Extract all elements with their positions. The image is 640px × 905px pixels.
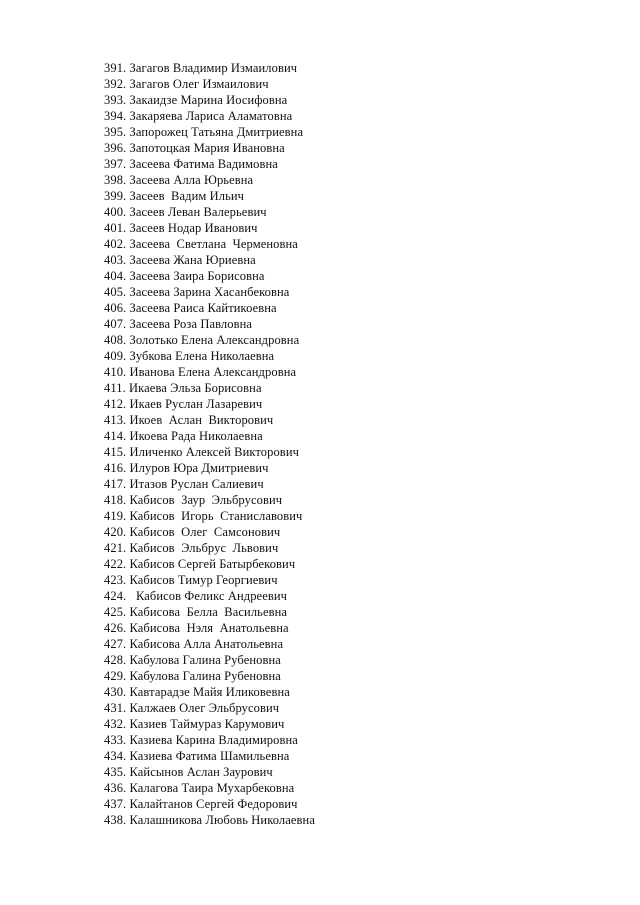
list-item: 404. Засеева Заира Борисовна [104,269,265,283]
list-item: 415. Иличенко Алексей Викторович [104,445,299,459]
list-item: 395. Запорожец Татьяна Дмитриевна [104,125,304,139]
list-item: 397. Засеева Фатима Вадимовна [104,157,278,171]
list-item: 410. Иванова Елена Александровна [104,365,297,379]
list-item: 394. Закаряева Лариса Аламатовна [104,109,293,123]
list-item: 401. Засеев Нодар Иванович [104,221,258,235]
list-item: 433. Казиева Карина Владимировна [104,733,298,747]
list-item: 408. Золотько Елена Александровна [104,333,300,347]
list-item: 416. Илуров Юра Дмитриевич [104,461,269,475]
list-item: 436. Калагова Таира Мухарбековна [104,781,295,795]
list-item: 435. Кайсынов Аслан Заурович [104,765,273,779]
name-list [104,60,315,828]
list-item: 429. Кабулова Галина Рубеновна [104,669,281,683]
list-item: 399. Засеев Вадим Ильич [104,189,245,203]
list-item: 409. Зубкова Елена Николаевна [104,349,275,363]
list-item: 406. Засеева Раиса Кайтикоевна [104,301,277,315]
list-item: 391. Загагов Владимир Измаилович [104,61,298,75]
list-item: 438. Калашникова Любовь Николаевна [104,813,315,827]
list-item: 417. Итазов Руслан Салиевич [104,477,264,491]
list-item: 426. Кабисова Нэля Анатольевна [104,621,289,635]
list-item: 427. Кабисова Алла Анатольевна [104,637,284,651]
list-item: 407. Засеева Роза Павловна [104,317,253,331]
list-item: 418. Кабисов Заур Эльбрусович [104,493,283,507]
list-item: 392. Загагов Олег Измаилович [104,77,269,91]
list-item: 398. Засеева Алла Юрьевна [104,173,254,187]
list-item: 396. Запотоцкая Мария Ивановна [104,141,285,155]
list-item: 402. Засеева Светлана Черменовна [104,237,298,251]
list-item: 420. Кабисов Олег Самсонович [104,525,281,539]
list-item: 405. Засеева Зарина Хасанбековна [104,285,290,299]
list-item: 425. Кабисова Белла Васильевна [104,605,288,619]
list-item: 424. Кабисов Феликс Андреевич [104,589,288,603]
list-item: 434. Казиева Фатима Шамильевна [104,749,290,763]
list-item: 419. Кабисов Игорь Станиславович [104,509,303,523]
list-item: 422. Кабисов Сергей Батырбекович [104,557,296,571]
list-item: 437. Калайтанов Сергей Федорович [104,797,298,811]
list-item: 411. Икаева Эльза Борисовна [104,381,262,395]
list-item: 414. Икоева Рада Николаевна [104,429,263,443]
list-item: 432. Казиев Таймураз Карумович [104,717,285,731]
list-item: 421. Кабисов Эльбрус Львович [104,541,279,555]
list-item: 413. Икоев Аслан Викторович [104,413,274,427]
list-item: 400. Засеев Леван Валерьевич [104,205,267,219]
list-item: 393. Закаидзе Марина Иосифовна [104,93,288,107]
list-item: 423. Кабисов Тимур Георгиевич [104,573,278,587]
list-item: 431. Калжаев Олег Эльбрусович [104,701,280,715]
list-item: 412. Икаев Руслан Лазаревич [104,397,263,411]
list-item: 403. Засеева Жана Юриевна [104,253,256,267]
list-item: 430. Кавтарадзе Майя Иликовевна [104,685,290,699]
list-item: 428. Кабулова Галина Рубеновна [104,653,281,667]
